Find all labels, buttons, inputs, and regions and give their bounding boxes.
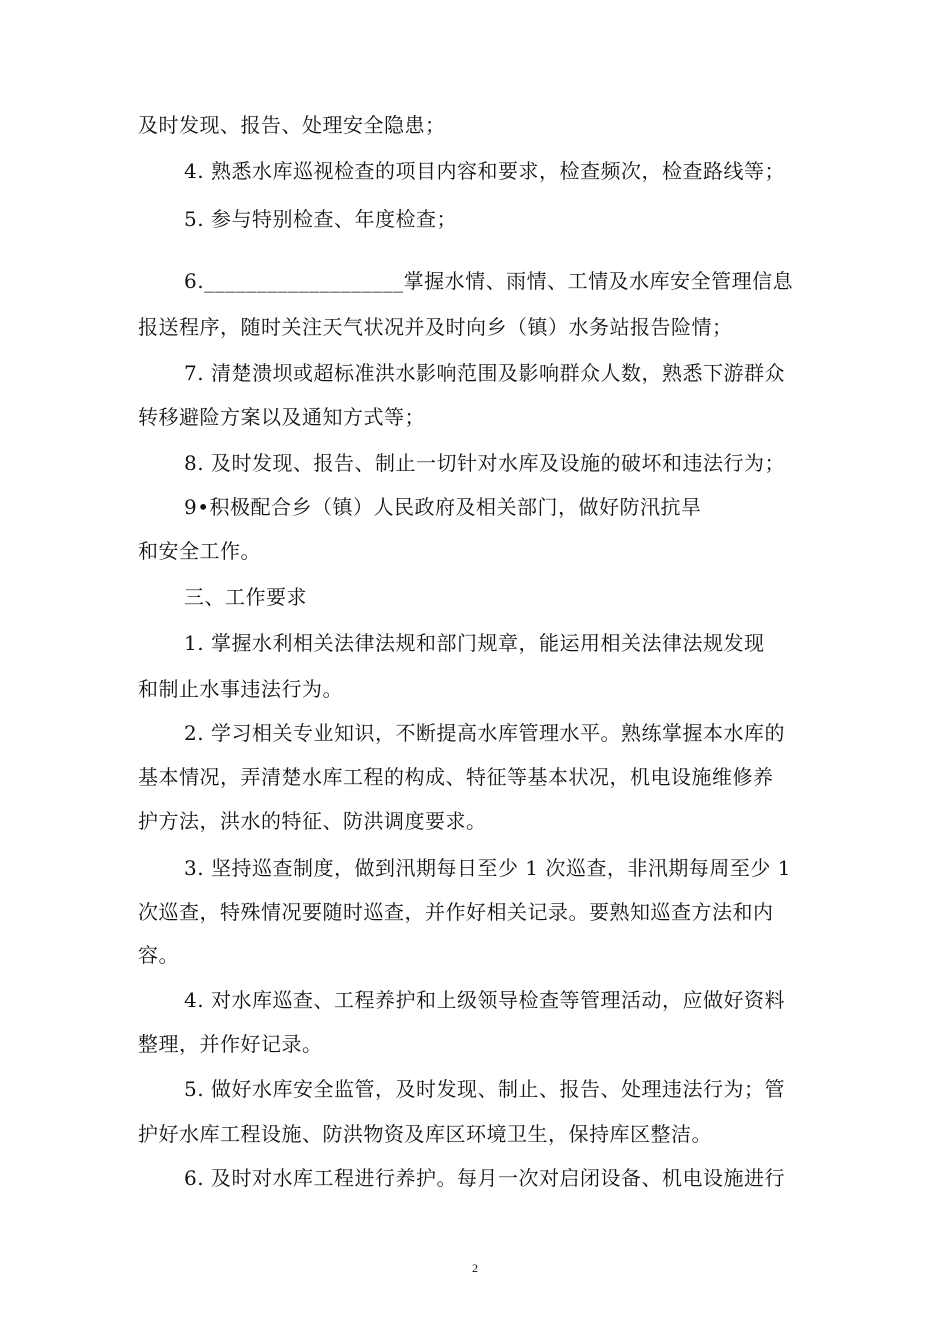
text-line: 和制止水事违法行为。 — [138, 677, 343, 701]
list-item-8: 8. 及时发现、报告、制止一切针对水库及设施的破坏和违法行为； — [184, 451, 785, 475]
requirement-item-1: 1. 掌握水利相关法律法规和部门规章，能运用相关法律法规发现 — [184, 631, 765, 655]
list-item-9: 9•积极配合乡（镇）人民政府及相关部门，做好防汛抗旱 — [184, 495, 702, 519]
requirement-item-3: 3. 坚持巡查制度，做到汛期每日至少 1 次巡查，非汛期每周至少 1 — [184, 856, 791, 880]
text-line: 容。 — [138, 943, 179, 967]
text-line: 护好水库工程设施、防洪物资及库区环境卫生，保持库区整洁。 — [138, 1122, 712, 1146]
requirement-item-6: 6. 及时对水库工程进行养护。每月一次对启闭设备、机电设施进行 — [184, 1166, 785, 1190]
list-item-7: 7. 清楚溃坝或超标准洪水影响范围及影响群众人数，熟悉下游群众 — [184, 361, 785, 385]
list-item-4: 4. 熟悉水库巡视检查的项目内容和要求，检查频次，检查路线等； — [184, 159, 785, 183]
text-line: 次巡查，特殊情况要随时巡查，并作好相关记录。要熟知巡查方法和内 — [138, 900, 774, 924]
section-heading: 三、工作要求 — [184, 585, 307, 609]
requirement-item-4: 4. 对水库巡查、工程养护和上级领导检查等管理活动，应做好资料 — [184, 988, 785, 1012]
list-item-6: 6.___________________掌握水情、雨情、工情及水库安全管理信息 — [184, 269, 794, 293]
requirement-item-2: 2. 学习相关专业知识，不断提高水库管理水平。熟练掌握本水库的 — [184, 721, 785, 745]
page-number: 2 — [472, 1261, 478, 1275]
list-item-5: 5. 参与特别检查、年度检查； — [184, 207, 457, 231]
requirement-item-5: 5. 做好水库安全监管，及时发现、制止、报告、处理违法行为；管 — [184, 1077, 785, 1101]
text-line: 报送程序，随时关注天气状况并及时向乡（镇）水务站报告险情； — [138, 315, 733, 339]
text-line: 和安全工作。 — [138, 539, 261, 563]
text-line: 及时发现、报告、处理安全隐患； — [138, 113, 446, 137]
text-line: 护方法，洪水的特征、防洪调度要求。 — [138, 809, 487, 833]
text-line: 转移避险方案以及通知方式等； — [138, 405, 425, 429]
text-line: 整理，并作好记录。 — [138, 1032, 323, 1056]
text-line: 基本情况，弄清楚水库工程的构成、特征等基本状况，机电设施维修养 — [138, 765, 774, 789]
